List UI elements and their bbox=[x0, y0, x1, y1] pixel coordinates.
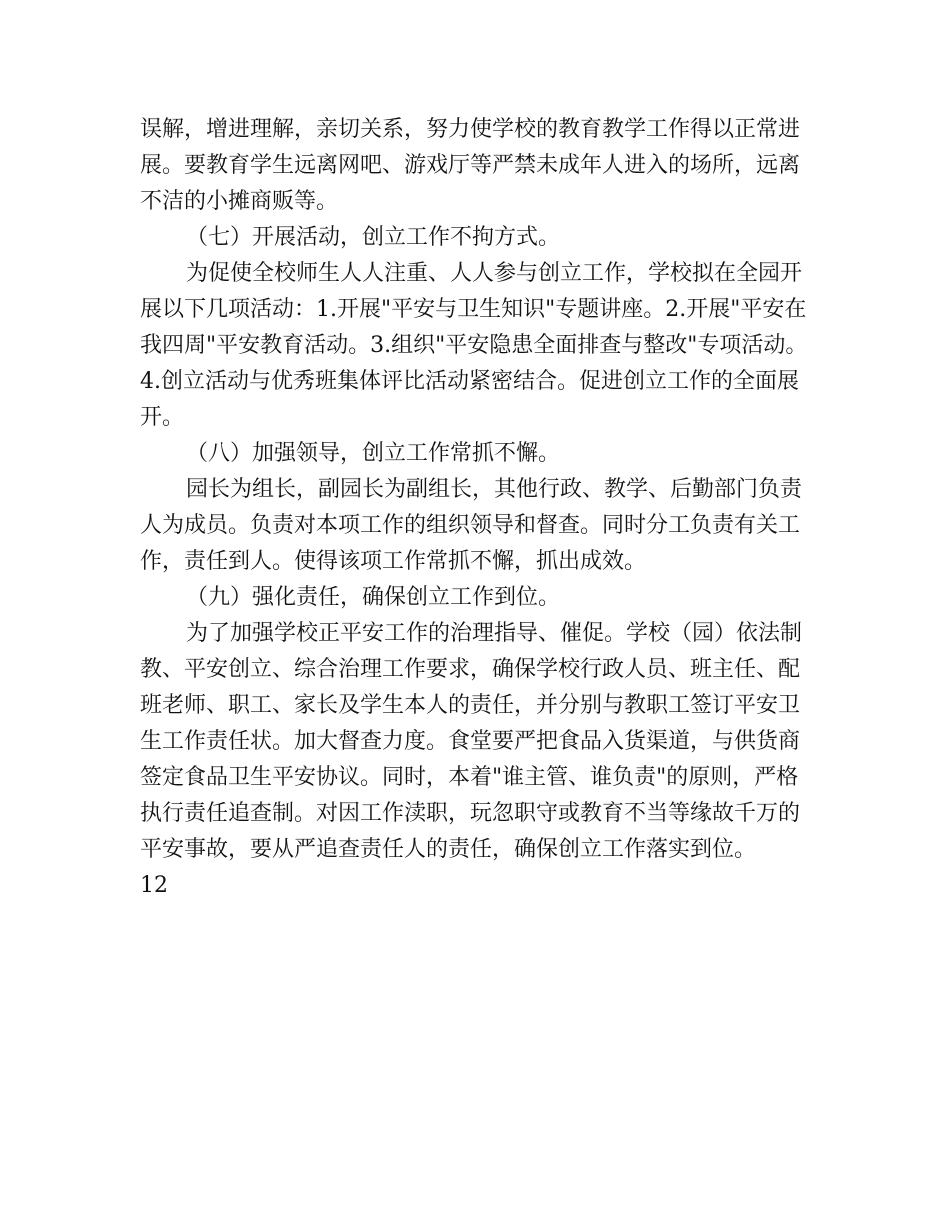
body-text-line: 4.创立活动与优秀班集体评比活动紧密结合。促进创立工作的全面展 bbox=[140, 369, 799, 394]
body-text-line: 展。要教育学生远离网吧、游戏厅等严禁未成年人进入的场所，远离 bbox=[140, 153, 801, 178]
body-text-line: 我四周"平安教育活动。3.组织"平安隐患全面排查与整改"专项活动。 bbox=[140, 333, 808, 358]
body-text-line: 作，责任到人。使得该项工作常抓不懈，抓出成效。 bbox=[140, 549, 647, 574]
body-text-line: 开。 bbox=[140, 405, 185, 430]
body-text-line: 班老师、职工、家长及学生本人的责任，并分别与教职工签订平安卫 bbox=[140, 693, 801, 718]
body-text-line: 展以下几项活动：1.开展"平安与卫生知识"专题讲座。2.开展"平安在 bbox=[140, 297, 807, 322]
body-text-line: 人为成员。负责对本项工作的组织领导和督查。同时分工负责有关工 bbox=[140, 513, 801, 538]
section-heading-nine: （九）强化责任，确保创立工作到位。 bbox=[186, 585, 561, 610]
body-text-line: 为促使全校师生人人注重、人人参与创立工作，学校拟在全园开 bbox=[186, 261, 803, 286]
page-number: 12 bbox=[140, 873, 168, 898]
body-text-line: 为了加强学校正平安工作的治理指导、催促。学校（园）依法制 bbox=[186, 621, 803, 646]
body-text-line: 生工作责任状。加大督查力度。食堂要严把食品入货渠道，与供货商 bbox=[140, 729, 801, 754]
body-text-line: 签定食品卫生平安协议。同时，本着"谁主管、谁负责"的原则，严格 bbox=[140, 765, 799, 790]
body-text-line: 不洁的小摊商贩等。 bbox=[140, 189, 339, 214]
body-text-line: 执行责任追查制。对因工作渎职，玩忽职守或教育不当等缘故千万的 bbox=[140, 801, 801, 826]
body-text-line: 教、平安创立、综合治理工作要求，确保学校行政人员、班主任、配 bbox=[140, 657, 801, 682]
body-text-line: 误解，增进理解，亲切关系，努力使学校的教育教学工作得以正常进 bbox=[140, 117, 801, 142]
section-heading-eight: （八）加强领导，创立工作常抓不懈。 bbox=[186, 441, 561, 466]
body-text-line: 平安事故，要从严追查责任人的责任，确保创立工作落实到位。 bbox=[140, 837, 757, 862]
body-text-line: 园长为组长，副园长为副组长，其他行政、教学、后勤部门负责 bbox=[186, 477, 803, 502]
section-heading-seven: （七）开展活动，创立工作不拘方式。 bbox=[186, 225, 561, 250]
